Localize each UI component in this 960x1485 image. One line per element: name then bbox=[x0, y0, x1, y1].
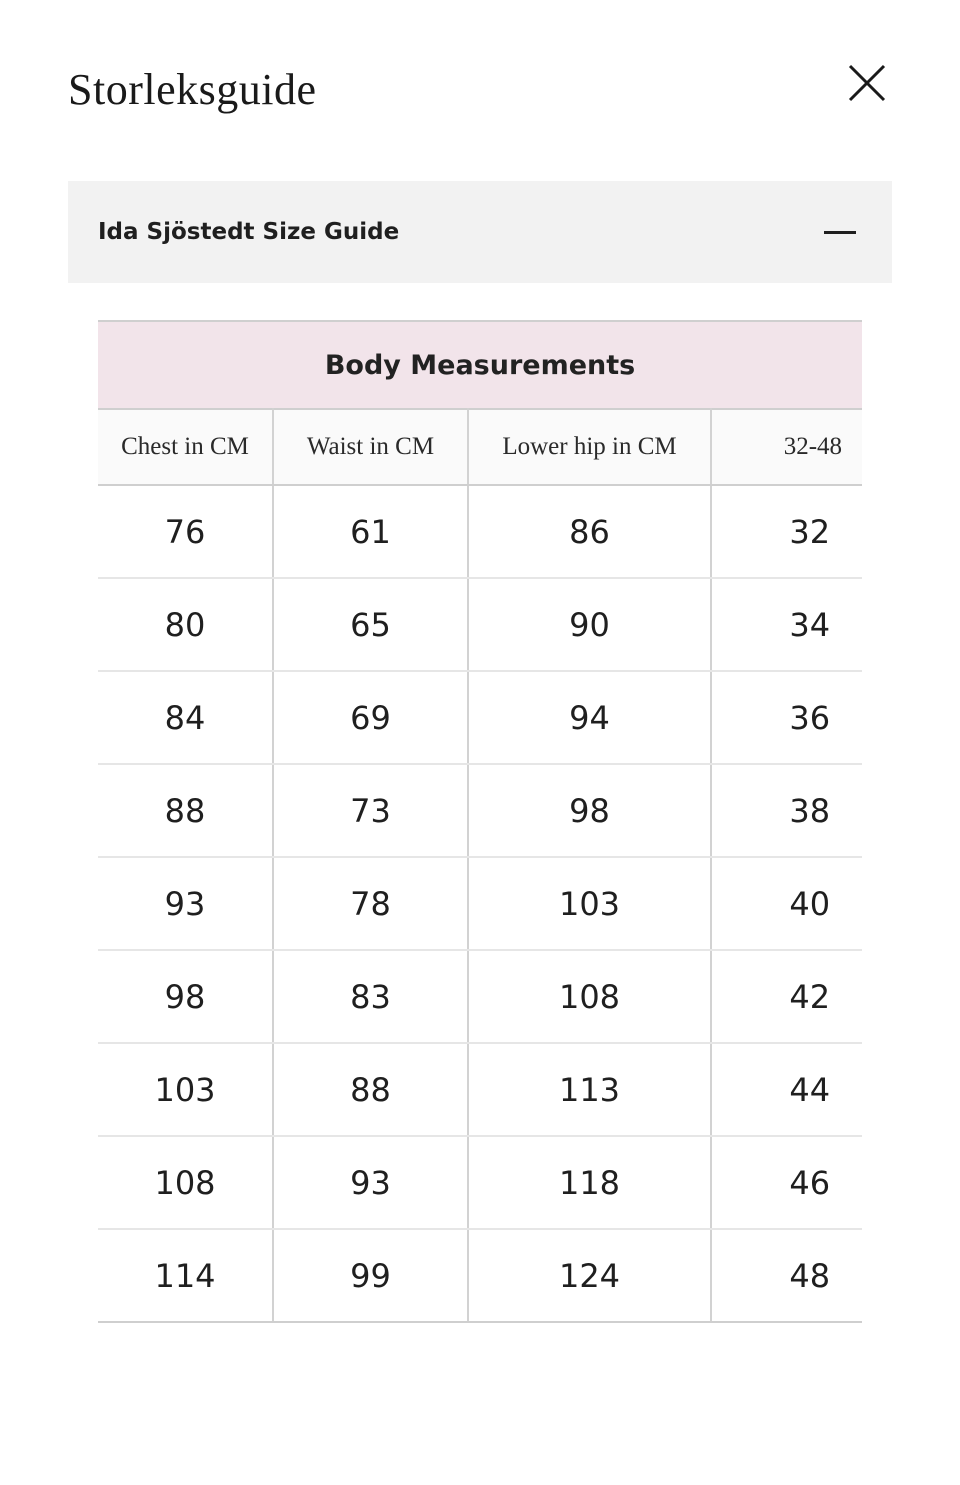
cell-size: 32 bbox=[711, 485, 862, 578]
cell-chest: 103 bbox=[98, 1043, 273, 1136]
column-header-lower-hip: Lower hip in CM bbox=[468, 409, 711, 485]
cell-chest: 108 bbox=[98, 1136, 273, 1229]
cell-waist: 73 bbox=[273, 764, 468, 857]
cell-chest: 88 bbox=[98, 764, 273, 857]
table-row bbox=[98, 857, 862, 950]
table-row bbox=[98, 671, 862, 764]
cell-lower-hip: 118 bbox=[468, 1136, 711, 1229]
cell-lower-hip: 90 bbox=[468, 578, 711, 671]
accordion-label: Ida Sjöstedt Size Guide bbox=[98, 219, 400, 245]
cell-size: 34 bbox=[711, 578, 862, 671]
cell-waist: 99 bbox=[273, 1229, 468, 1322]
cell-size: 38 bbox=[711, 764, 862, 857]
cell-waist: 83 bbox=[273, 950, 468, 1043]
close-icon bbox=[842, 58, 892, 108]
cell-lower-hip: 94 bbox=[468, 671, 711, 764]
cell-lower-hip: 98 bbox=[468, 764, 711, 857]
cell-lower-hip: 124 bbox=[468, 1229, 711, 1322]
modal-title: Storleksguide bbox=[68, 65, 317, 114]
cell-waist: 61 bbox=[273, 485, 468, 578]
cell-chest: 76 bbox=[98, 485, 273, 578]
cell-chest: 80 bbox=[98, 578, 273, 671]
cell-size: 40 bbox=[711, 857, 862, 950]
cell-lower-hip: 103 bbox=[468, 857, 711, 950]
table-row bbox=[98, 578, 862, 671]
cell-chest: 114 bbox=[98, 1229, 273, 1322]
table-row bbox=[98, 1043, 862, 1136]
table-row bbox=[98, 764, 862, 857]
cell-lower-hip: 86 bbox=[468, 485, 711, 578]
cell-chest: 98 bbox=[98, 950, 273, 1043]
cell-waist: 88 bbox=[273, 1043, 468, 1136]
close-button[interactable] bbox=[842, 58, 892, 108]
cell-waist: 78 bbox=[273, 857, 468, 950]
cell-lower-hip: 113 bbox=[468, 1043, 711, 1136]
table-row bbox=[98, 485, 862, 578]
cell-size: 36 bbox=[711, 671, 862, 764]
cell-chest: 84 bbox=[98, 671, 273, 764]
cell-waist: 93 bbox=[273, 1136, 468, 1229]
cell-chest: 93 bbox=[98, 857, 273, 950]
column-header-chest: Chest in CM bbox=[98, 409, 273, 485]
table-caption: Body Measurements bbox=[98, 321, 862, 409]
table-row bbox=[98, 950, 862, 1043]
cell-waist: 65 bbox=[273, 578, 468, 671]
cell-lower-hip: 108 bbox=[468, 950, 711, 1043]
table-row bbox=[98, 1136, 862, 1229]
size-table bbox=[98, 320, 862, 1323]
table-row bbox=[98, 1229, 862, 1322]
cell-size: 42 bbox=[711, 950, 862, 1043]
cell-size: 44 bbox=[711, 1043, 862, 1136]
cell-waist: 69 bbox=[273, 671, 468, 764]
cell-size: 46 bbox=[711, 1136, 862, 1229]
column-header-size: 32-48 bbox=[711, 409, 862, 485]
header-row bbox=[98, 409, 862, 485]
minus-icon bbox=[824, 231, 856, 234]
cell-size: 48 bbox=[711, 1229, 862, 1322]
column-header-waist: Waist in CM bbox=[273, 409, 468, 485]
accordion-size-guide-header[interactable] bbox=[68, 181, 892, 283]
